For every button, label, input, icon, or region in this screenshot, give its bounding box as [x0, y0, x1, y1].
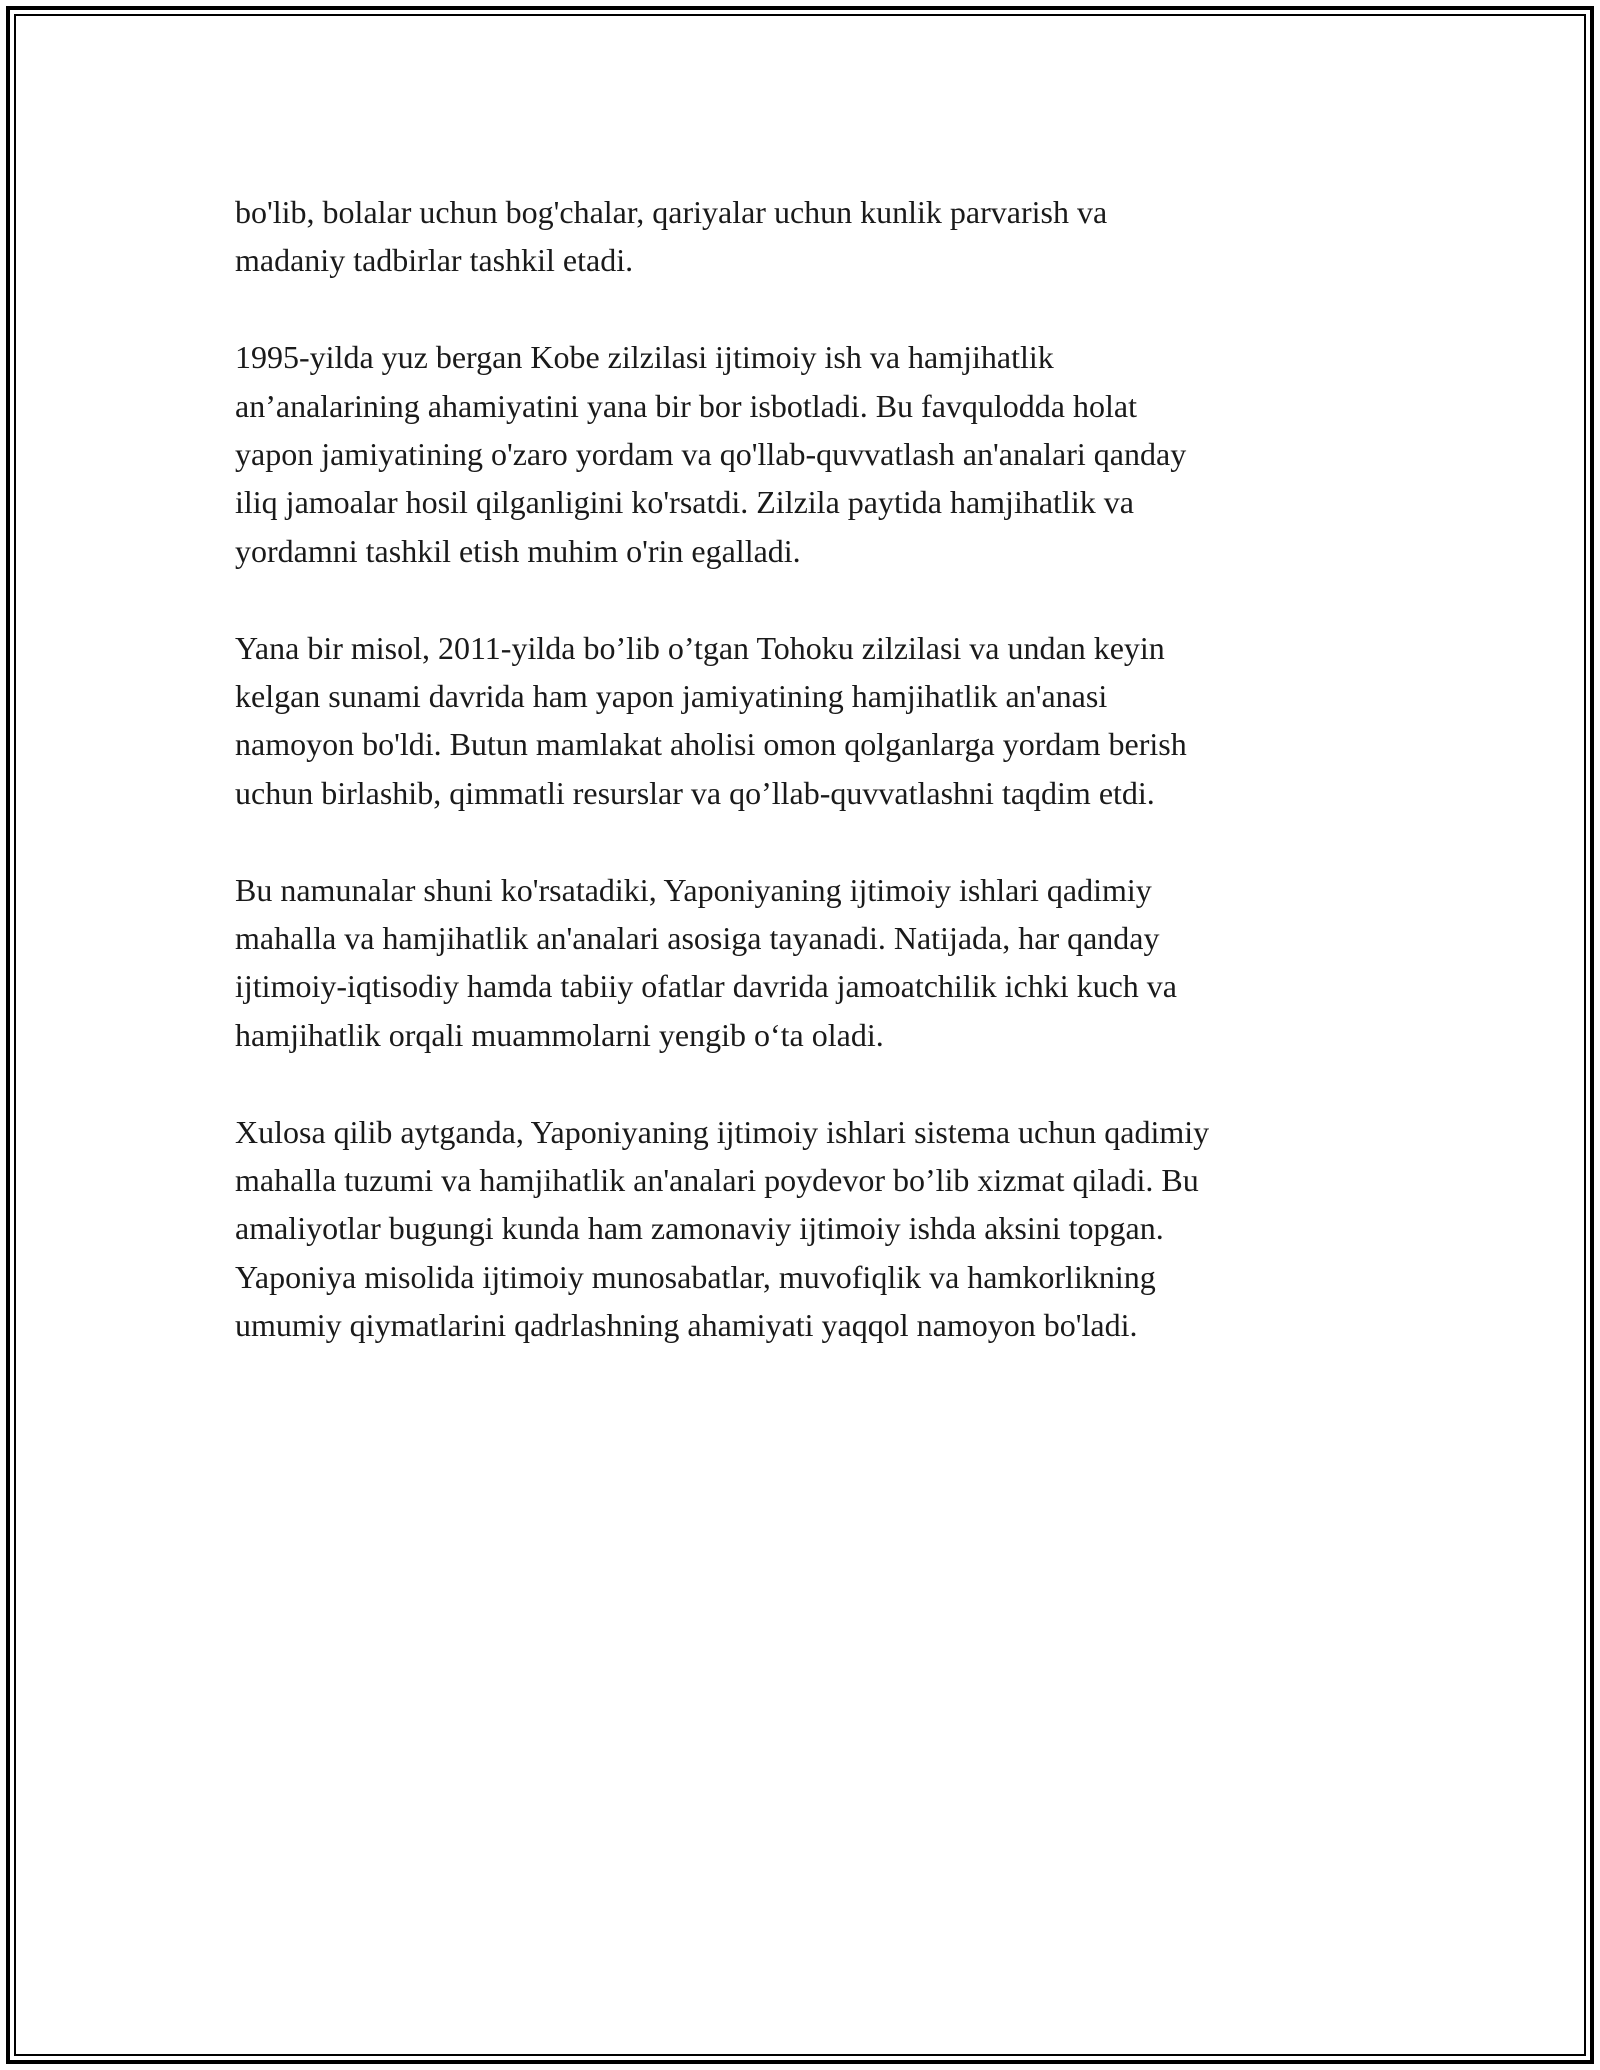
paragraph-kobe-earthquake: [235, 333, 1375, 575]
paragraph-examples-summary: [235, 866, 1375, 1060]
paragraph-tohoku-earthquake: [235, 624, 1375, 818]
paragraph-conclusion: [235, 1108, 1375, 1350]
text-line: iliq jamoalar hosil qilganligini ko'rsatdi. Zilzila paytida hamjihatlik va: [235, 484, 1134, 521]
document-body: [235, 188, 1375, 1398]
text-line: yapon jamiyatining o'zaro yordam va qo'llab-quvvatlash an'analari qanday: [235, 436, 1187, 473]
text-line: namoyon bo'ldi. Butun mamlakat aholisi omon qolganlarga yordam berish: [235, 726, 1187, 763]
text-line: mahalla tuzumi va hamjihatlik an'analari poydevor bo’lib xizmat qiladi. Bu: [235, 1162, 1199, 1199]
text-line: ijtimoiy-iqtisodiy hamda tabiiy ofatlar davrida jamoatchilik ichki kuch va: [235, 968, 1177, 1005]
text-line: umumiy qiymatlarini qadrlashning ahamiyati yaqqol namoyon bo'ladi.: [235, 1307, 1138, 1344]
text-line: Bu namunalar shuni ko'rsatadiki, Yaponiyaning ijtimoiy ishlari qadimiy: [235, 871, 1152, 908]
text-line: hamjihatlik orqali muammolarni yengib o‘ta oladi.: [235, 1016, 884, 1053]
text-line: Yaponiya misolida ijtimoiy munosabatlar, muvofiqlik va hamkorlikning: [235, 1258, 1156, 1295]
paragraph-care-services: [235, 188, 1375, 285]
text-line: bo'lib, bolalar uchun bog'chalar, qariyalar uchun kunlik parvarish va: [235, 194, 1108, 230]
text-line: yordamni tashkil etish muhim o'rin egalladi.: [235, 532, 801, 569]
text-line: Xulosa qilib aytganda, Yaponiyaning ijtimoiy ishlari sistema uchun qadimiy: [235, 1113, 1210, 1150]
text-line: an’analarining ahamiyatini yana bir bor isbotladi. Bu favqulodda holat: [235, 387, 1137, 424]
text-line: kelgan sunami davrida ham yapon jamiyatining hamjihatlik an'anasi: [235, 678, 1108, 715]
text-line: mahalla va hamjihatlik an'analari asosiga tayanadi. Natijada, har qanday: [235, 920, 1160, 957]
text-line: uchun birlashib, qimmatli resurslar va qo’llab-quvvatlashni taqdim etdi.: [235, 774, 1155, 811]
text-line: 1995-yilda yuz bergan Kobe zilzilasi ijtimoiy ish va hamjihatlik: [235, 339, 1054, 376]
text-line: madaniy tadbirlar tashkil etadi.: [235, 242, 634, 279]
text-line: Yana bir misol, 2011-yilda bo’lib o’tgan Tohoku zilzilasi va undan keyin: [235, 629, 1165, 666]
text-line: amaliyotlar bugungi kunda ham zamonaviy ijtimoiy ishda aksini topgan.: [235, 1210, 1164, 1247]
